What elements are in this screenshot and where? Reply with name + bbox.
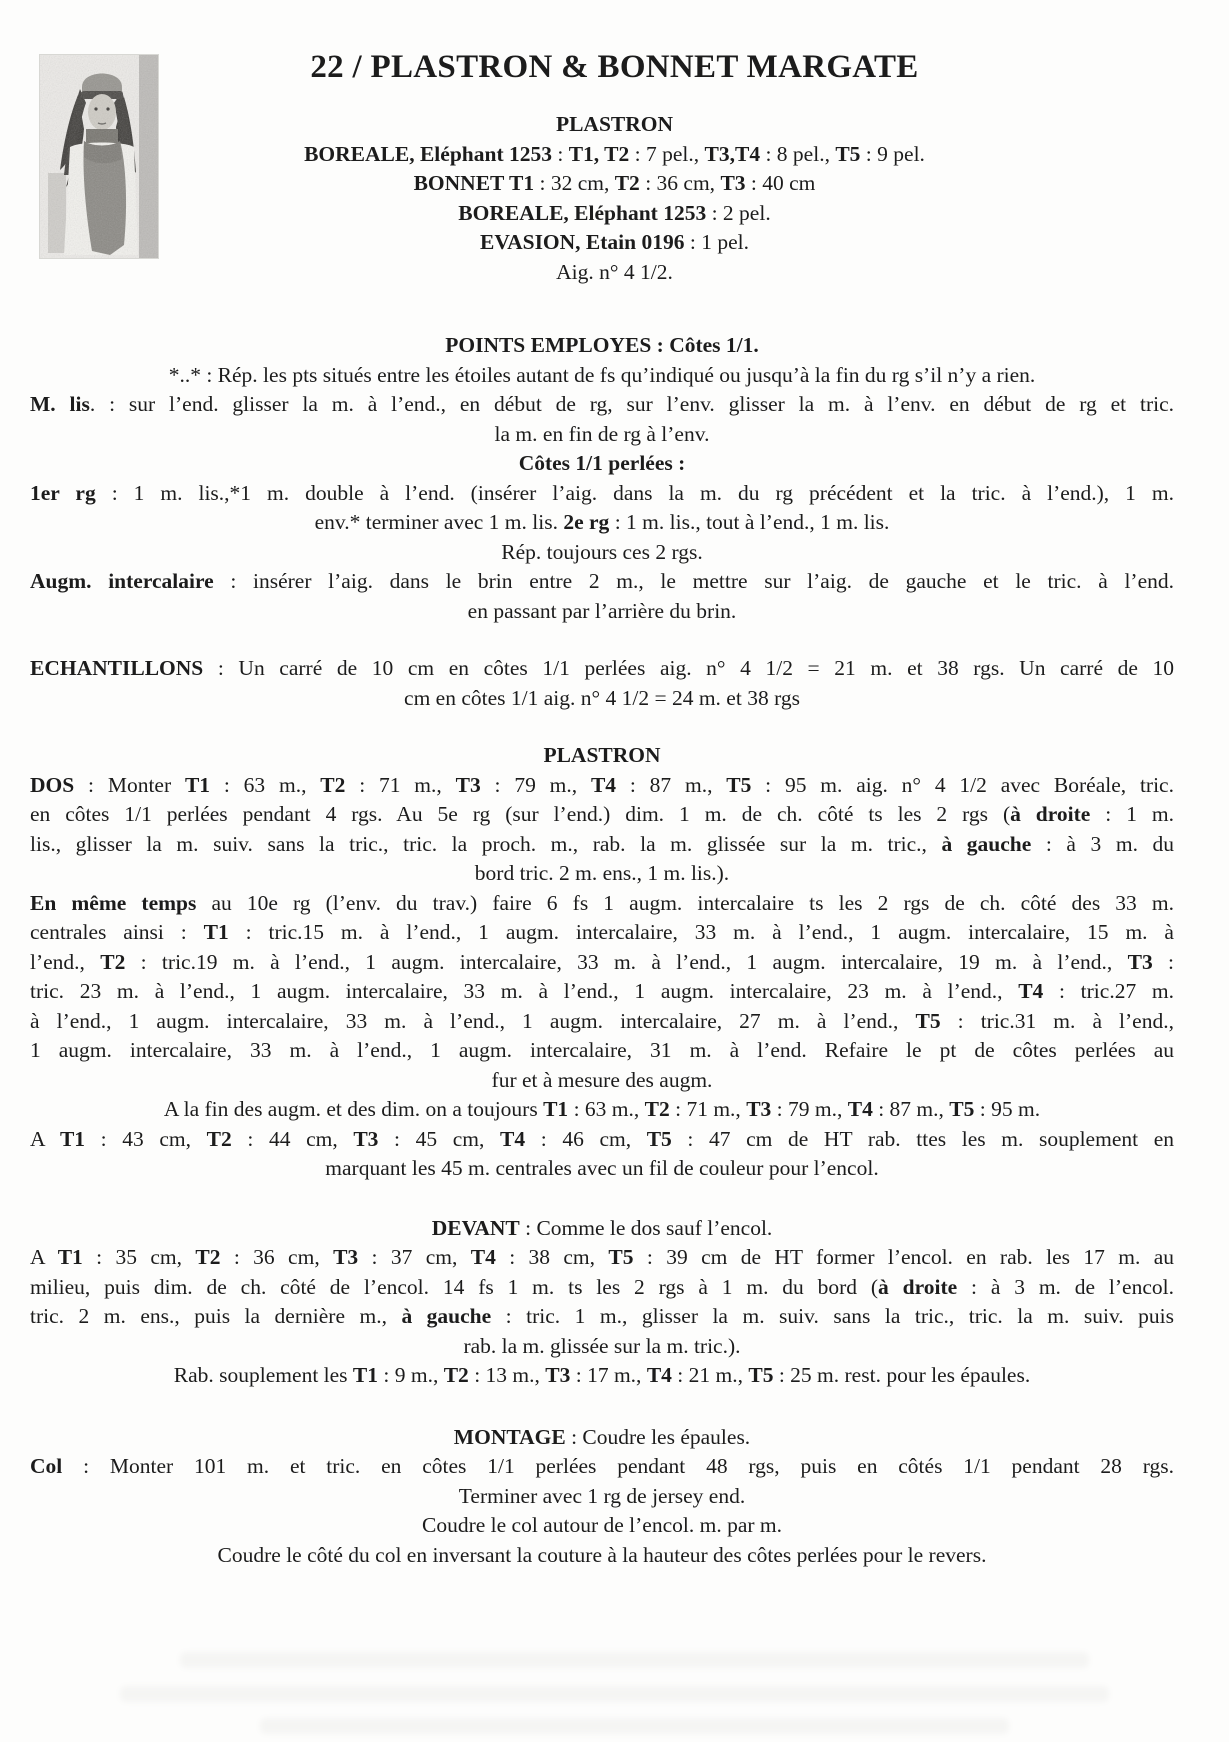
bold-text: T1 <box>59 1126 86 1151</box>
bold-text: Côtes 1/1 perlées : <box>518 451 686 475</box>
regular-text: : 71 m., <box>345 772 456 797</box>
regular-text: au 10e rg (l’env. du trav.) faire 6 fs 1 augm. intercalaire ts les 2 rgs de ch. côté des 33 m. <box>196 890 1174 915</box>
bold-text: POINTS EMPLOYES : Côtes 1/1. <box>445 333 759 357</box>
regular-text: la m. en fin de rg à l’env. <box>494 421 710 446</box>
bold-text: T1 <box>543 1097 569 1121</box>
regular-text: : tric.19 m. à l’end., 1 augm. intercalaire, 33 m. à l’end., 1 augm. intercalaire, 19 m. à l’end., <box>125 949 1128 974</box>
regular-text: en côtes 1/1 perlées pendant 4 rgs. Au 5e rg (sur l’end.) dim. 1 m. de ch. côté ts les 2 rgs ( <box>30 802 1011 826</box>
text-line <box>30 1302 1174 1332</box>
regular-text: : <box>1152 949 1174 974</box>
regular-text: : 21 m., <box>671 1363 749 1387</box>
text-line <box>30 684 1174 714</box>
text-line <box>30 1361 1174 1391</box>
regular-text: Rép. toujours ces 2 rgs. <box>501 539 703 564</box>
regular-text: : tric.15 m. à l’end., 1 augm. intercalaire, 33 m. à l’end., 1 augm. intercalaire, 15 m. à <box>228 920 1174 944</box>
regular-text: Coudre le col autour de l’encol. m. par m. <box>421 1513 782 1537</box>
regular-text: : 32 cm, <box>534 171 615 195</box>
bold-text: T2 <box>206 1126 232 1151</box>
regular-text: : 87 m., <box>616 772 727 797</box>
regular-text: milieu, puis dim. de ch. côté de l’encol. 14 fs 1 m. ts les 2 rgs à 1 m. du bord ( <box>30 1274 879 1299</box>
regular-text: : 1 m. lis.,*1 m. double à l’end. (insérer l’aig. dans la m. du rg précédent et la tric. à l’end.), 1 m. <box>95 480 1174 505</box>
model-photo <box>40 55 158 258</box>
regular-text: Rab. souplement les <box>173 1363 353 1387</box>
regular-text: : 9 pel. <box>860 141 925 166</box>
regular-text: : Coudre les épaules. <box>565 1424 751 1449</box>
bold-text: T1 <box>57 1245 83 1269</box>
text-line <box>30 771 1174 801</box>
regular-text: : 95 m. <box>974 1097 1041 1121</box>
text-line <box>30 1332 1174 1362</box>
regular-text: : Monter 101 m. et tric. en côtes 1/1 perlées pendant 48 rgs, puis en côtés 1/1 pendant 28 rgs. <box>62 1454 1174 1478</box>
bold-text: PLASTRON <box>555 112 674 136</box>
bold-text: T5 <box>646 1126 672 1151</box>
regular-text: l’end., <box>30 949 101 974</box>
regular-text: *..* : Rép. les pts situés entre les étoiles autant de fs qu’indiqué ou jusqu’à la fin du rg s’il n’y a rien. <box>168 362 1036 387</box>
bold-text: DEVANT <box>431 1215 520 1240</box>
regular-text: : tric. 1 m., glisser la m. suiv. sans la tric., tric. la m. suiv. puis <box>491 1304 1175 1328</box>
text-line <box>30 918 1174 948</box>
text-line <box>30 567 1174 597</box>
regular-text: tric. 2 m. ens., puis la dernière m., <box>30 1304 402 1328</box>
text-line <box>58 169 1172 199</box>
regular-text: : tric.27 m. <box>1043 979 1174 1003</box>
text-line <box>30 1095 1174 1125</box>
bold-text: T3 <box>1127 949 1153 974</box>
regular-text: : à 3 m. du <box>1031 831 1175 856</box>
regular-text: : 71 m., <box>669 1097 747 1121</box>
bold-text: M. lis <box>30 392 90 416</box>
regular-text: : 47 cm de HT rab. ttes les m. souplement en <box>671 1126 1174 1151</box>
regular-text: : 36 cm, <box>639 171 721 195</box>
bold-text: T3 <box>545 1363 571 1387</box>
regular-text: rab. la m. glissée sur la m. tric.). <box>463 1333 741 1358</box>
regular-text: : 36 cm, <box>220 1245 334 1269</box>
regular-text: : insérer l’aig. dans le brin entre 2 m., le mettre sur l’aig. de gauche et le tric. à l’end. <box>213 569 1174 593</box>
text-line <box>30 361 1174 391</box>
regular-text: : 13 m., <box>468 1363 546 1387</box>
text-line <box>30 1214 1174 1244</box>
bleed-through-artifact <box>260 1718 1009 1734</box>
bold-text: T4 <box>1018 979 1044 1003</box>
regular-text: : 95 m. aig. n° 4 1/2 avec Boréale, tric. <box>751 772 1174 797</box>
regular-text: : 37 cm, <box>358 1245 471 1269</box>
text-line <box>30 538 1174 568</box>
regular-text: : 1 pel. <box>684 230 749 254</box>
header-block <box>58 0 1172 287</box>
bold-text: MONTAGE <box>453 1424 566 1449</box>
bold-text: T4 <box>470 1245 496 1269</box>
regular-text: : 25 m. rest. pour les épaules. <box>773 1363 1031 1387</box>
regular-text: : 35 cm, <box>82 1245 196 1269</box>
bleed-through-artifact <box>180 1652 1089 1668</box>
regular-text: : 40 cm <box>745 171 816 195</box>
bold-text: T4 <box>500 1126 526 1151</box>
regular-text: : 9 m., <box>378 1363 444 1387</box>
bold-text: T5 <box>915 1008 941 1033</box>
bold-text: T1, T2 <box>568 141 630 166</box>
bold-text: T4 <box>646 1363 672 1387</box>
regular-text: : 1 m. <box>1090 802 1174 826</box>
regular-text: : 38 cm, <box>495 1245 609 1269</box>
regular-text: à l’end., 1 augm. intercalaire, 33 m. à l’end., 1 augm. intercalaire, 27 m. à l’end., <box>30 1008 916 1033</box>
regular-text: : 46 cm, <box>525 1126 647 1151</box>
bold-text: T5 <box>608 1245 634 1269</box>
bold-text: T3 <box>720 171 746 195</box>
text-line <box>30 1452 1174 1482</box>
regular-text: : <box>551 141 569 166</box>
bold-text: T4 <box>590 772 617 797</box>
text-line <box>58 140 1172 170</box>
regular-text: A <box>30 1126 60 1151</box>
bold-text: PLASTRON <box>543 743 661 767</box>
bleed-through-artifact <box>120 1686 1109 1702</box>
regular-text: : Monter <box>74 772 185 797</box>
text-line <box>58 258 1172 288</box>
bold-text: T1 <box>184 772 211 797</box>
bold-text: T2 <box>644 1097 670 1121</box>
text-line <box>58 199 1172 229</box>
page-title: 22 / PLASTRON & BONNET MARGATE <box>310 49 919 85</box>
bold-text: T5 <box>835 141 861 166</box>
text-line <box>30 597 1174 627</box>
regular-text: tric. 23 m. à l’end., 1 augm. intercalaire, 33 m. à l’end., 1 augm. intercalaire, 23 m. à l’end., <box>30 979 1019 1003</box>
text-line <box>30 1154 1174 1184</box>
bold-text: T1 <box>203 920 229 944</box>
bold-text: BOREALE, Eléphant 1253 <box>304 141 552 166</box>
regular-text: : 17 m., <box>570 1363 647 1387</box>
bold-text: T3 <box>333 1245 359 1269</box>
text-line <box>30 1036 1174 1066</box>
bold-text: EVASION, Etain 0196 <box>479 230 685 254</box>
text-line <box>30 479 1174 509</box>
bold-text: à gauche <box>401 1304 492 1328</box>
regular-text: : Comme le dos sauf l’encol. <box>519 1215 773 1240</box>
bold-text: T5 <box>748 1363 774 1387</box>
bold-text: T3 <box>746 1097 772 1121</box>
regular-text: en passant par l’arrière du brin. <box>467 598 737 623</box>
bold-text: T3 <box>353 1126 379 1151</box>
text-line <box>58 228 1172 258</box>
regular-text: : 87 m., <box>872 1097 950 1121</box>
bold-text: T5 <box>949 1097 975 1121</box>
bold-text: Col <box>30 1454 63 1478</box>
regular-text: : tric.31 m. à l’end., <box>940 1008 1174 1033</box>
text-line <box>30 1541 1174 1571</box>
text-line <box>30 508 1174 538</box>
document-lines <box>0 331 1229 1570</box>
bold-text: T2 <box>443 1363 469 1387</box>
bold-text: T2 <box>100 949 126 974</box>
regular-text: : 1 m. lis., tout à l’end., 1 m. lis. <box>609 510 890 534</box>
regular-text: bord tric. 2 m. ens., 1 m. lis.). <box>474 861 730 885</box>
bold-text: à gauche <box>941 831 1032 856</box>
text-line <box>30 1066 1174 1096</box>
regular-text: A la fin des augm. et des dim. on a toujours <box>163 1097 544 1121</box>
regular-text: : 43 cm, <box>85 1126 207 1151</box>
regular-text: fur et à mesure des augm. <box>491 1067 713 1092</box>
text-line <box>30 741 1174 771</box>
text-line <box>30 420 1174 450</box>
regular-text: Aig. n° 4 1/2. <box>556 259 673 284</box>
regular-text: 1 augm. intercalaire, 33 m. à l’end., 1 augm. intercalaire, 31 m. à l’end. Refaire le pt de côtes perlées au <box>30 1038 1174 1062</box>
text-line <box>58 110 1172 140</box>
text-line <box>30 449 1174 479</box>
bold-text: BOREALE, Eléphant 1253 <box>458 200 707 225</box>
text-line <box>30 830 1174 860</box>
regular-text: marquant les 45 m. centrales avec un fil de couleur pour l’encol. <box>325 1156 879 1180</box>
regular-text: cm en côtes 1/1 aig. n° 4 1/2 = 24 m. et 38 rgs <box>404 685 800 710</box>
bold-text: En même temps <box>30 890 197 915</box>
text-line <box>30 977 1174 1007</box>
regular-text: env.* terminer avec 1 m. lis. <box>314 510 564 534</box>
regular-text: : Un carré de 10 cm en côtes 1/1 perlées aig. n° 4 1/2 = 21 m. et 38 rgs. Un carré de 10 <box>203 656 1174 680</box>
bold-text: BONNET T1 <box>413 171 535 195</box>
text-line <box>30 1125 1174 1155</box>
text-line <box>30 859 1174 889</box>
text-line <box>30 800 1174 830</box>
regular-text: : 79 m., <box>771 1097 848 1121</box>
bold-text: T3 <box>455 772 481 797</box>
bold-text: à droite <box>878 1274 958 1299</box>
bold-text: DOS <box>30 772 75 797</box>
bold-text: T2 <box>320 772 346 797</box>
bold-text: Augm. intercalaire <box>30 569 214 593</box>
regular-text: : à 3 m. de l’encol. <box>957 1274 1174 1299</box>
regular-text: lis., glisser la m. suiv. sans la tric., tric. la proch. m., rab. la m. glissée sur la m. tric., <box>30 831 942 856</box>
regular-text: : 63 m., <box>210 772 321 797</box>
regular-text: : 7 pel., <box>629 141 705 166</box>
photo-grain <box>40 55 158 258</box>
text-line <box>30 654 1174 684</box>
text-line <box>30 1511 1174 1541</box>
regular-text: : 45 cm, <box>378 1126 501 1151</box>
text-line <box>30 1007 1174 1037</box>
regular-text: . : sur l’end. glisser la m. à l’end., en début de rg, sur l’env. glisser la m. à l’env. en début de rg et tric. <box>89 392 1175 416</box>
bold-text: T3,T4 <box>704 141 761 166</box>
text-line <box>30 390 1174 420</box>
bold-text: ECHANTILLONS <box>30 656 204 680</box>
text-line <box>30 331 1174 361</box>
regular-text: : 63 m., <box>568 1097 645 1121</box>
text-line <box>30 948 1174 978</box>
regular-text: Coudre le côté du col en inversant la couture à la hauteur des côtes perlées pour le revers. <box>217 1542 987 1567</box>
text-line <box>30 1482 1174 1512</box>
bold-text: T5 <box>726 772 752 797</box>
bold-text: T1 <box>352 1363 379 1387</box>
regular-text: Terminer avec 1 rg de jersey end. <box>458 1483 746 1508</box>
regular-text: : 44 cm, <box>231 1126 354 1151</box>
regular-text: : 8 pel., <box>760 141 836 166</box>
regular-text: : 2 pel. <box>706 200 771 225</box>
bold-text: T2 <box>195 1245 221 1269</box>
bold-text: 2e rg <box>563 510 610 534</box>
regular-text: centrales ainsi : <box>30 920 204 944</box>
regular-text: : 39 cm de HT former l’encol. en rab. les 17 m. au <box>633 1245 1174 1269</box>
regular-text: : 79 m., <box>480 772 591 797</box>
regular-text: A <box>30 1245 58 1269</box>
header-lines <box>58 110 1172 287</box>
text-line <box>30 1273 1174 1303</box>
text-line <box>30 1243 1174 1273</box>
bold-text: T2 <box>614 171 640 195</box>
bold-text: à droite <box>1010 802 1091 826</box>
text-line <box>30 1423 1174 1453</box>
bold-text: 1er rg <box>30 480 96 505</box>
text-line <box>30 889 1174 919</box>
bold-text: T4 <box>847 1097 873 1121</box>
